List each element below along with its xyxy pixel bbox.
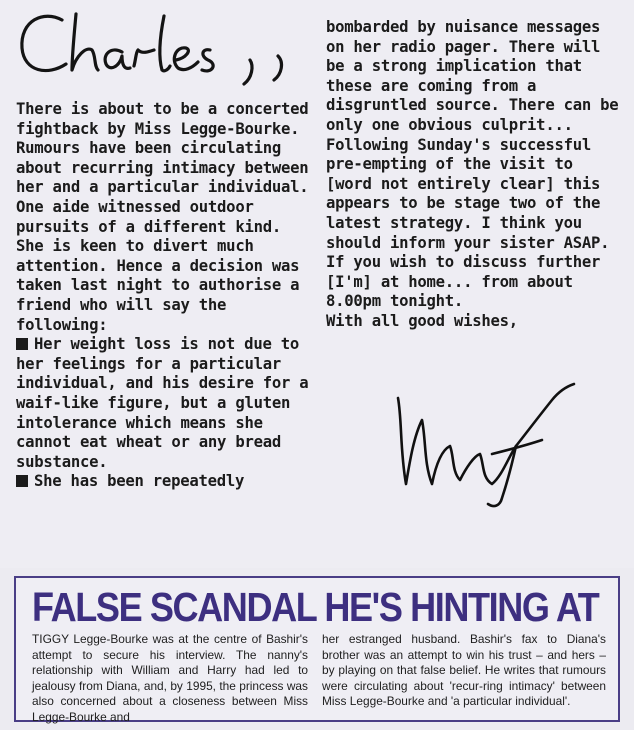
fax-left-column <box>16 100 316 492</box>
square-bullet-icon <box>16 338 28 350</box>
sidebar-story-left <box>32 632 308 726</box>
fax-paragraph: If you wish to discuss further [I'm] at home... from about 8.00pm tonight. <box>326 253 610 311</box>
fax-bullet-item <box>16 335 316 472</box>
fax-bullet-item <box>16 472 316 492</box>
handwritten-salutation <box>14 6 304 88</box>
fax-paragraph: bombarded by nuisance messages on her radio pager. There will be a strong implication that these are coming from a disgruntled source. There can be only one obvious culprit... Following Sunday's successful pre-empting of the visit to [word not entirely clear] this appears to be stage two of the latest strategy. I think you should inform your sister ASAP. <box>326 18 628 252</box>
story-paragraph: her estranged husband. Bashir's fax to Diana's brother was an attempt to win his trust – and hers – by playing on that false belief. He writes that rumours were circulating about 'recur-ring intimacy' between Miss Legge-Bourke and 'a particular individual'. <box>322 632 606 709</box>
fax-bullet-text: She has been repeatedly <box>34 472 245 491</box>
fax-signoff: With all good wishes, <box>326 311 518 330</box>
sidebar-story-right <box>322 632 606 710</box>
story-paragraph: TIGGY Legge-Bourke was at the centre of Bashir's attempt to secure his interview. The nanny's relationship with William and Harry had led to jealousy from Diana, and, by 1995, the princess was also concerned about a closeness between Miss Legge-Bourke and <box>32 632 308 724</box>
sidebar-box <box>14 576 620 722</box>
fax-paragraph: There is about to be a concerted fightback by Miss Legge-Bourke. Rumours have been circulating about recurring intimacy between her and a particular individual. One aide witnessed outdoor pursuits of a different kind. She is keen to divert much attention. Hence a decision was taken last night to authorise a friend who will say the following: <box>16 100 318 334</box>
fax-right-column <box>326 18 626 332</box>
handwritten-signature <box>384 380 584 510</box>
sidebar-headline: FALSE SCANDAL HE'S HINTING AT <box>32 584 599 630</box>
square-bullet-icon <box>16 475 28 487</box>
fax-bullet-text: Her weight loss is not due to her feelings for a particular individual, and his desire for a waif-like figure, but a gluten intolerance which means she cannot eat wheat or any bread substance. <box>16 335 318 471</box>
